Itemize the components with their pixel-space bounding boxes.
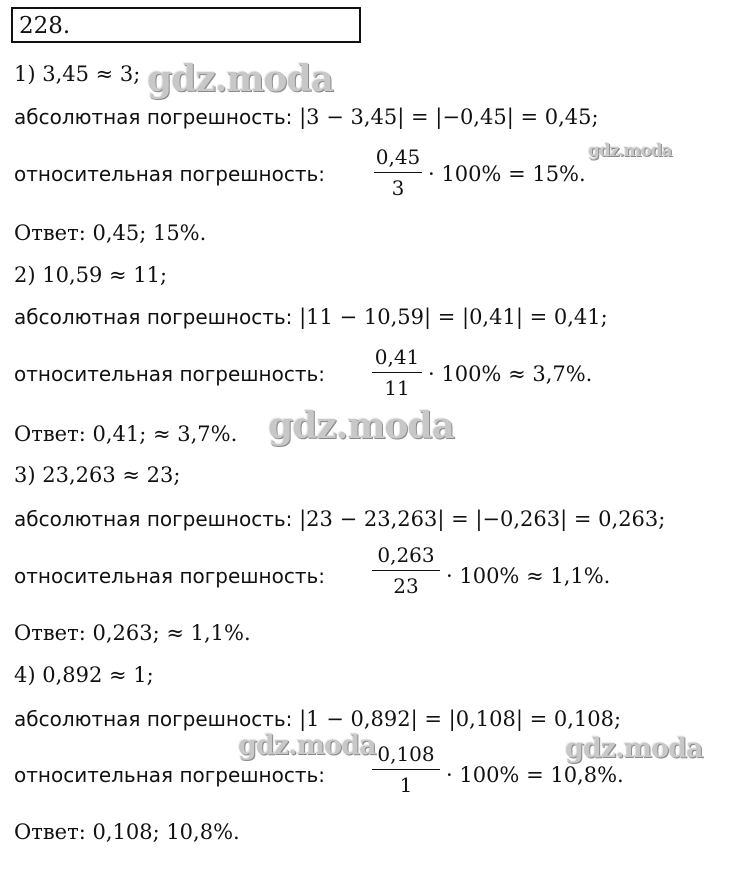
watermark: gdz.moda [565, 733, 703, 764]
watermark: gdz.moda [238, 730, 376, 761]
rel-error-label: относительная погрешность: [14, 162, 326, 186]
fraction-denominator: 3 [391, 176, 405, 200]
rel-error-label: относительная погрешность: [14, 564, 326, 588]
watermark: gdz.moda [268, 405, 454, 447]
fraction-bar [372, 372, 422, 373]
section-1-answer: Ответ: 0,45; 15%. [14, 221, 207, 245]
section-2-absolute-error [14, 303, 608, 331]
abs-error-label: абсолютная погрешность: [14, 507, 293, 531]
rel-error-label: относительная погрешность: [14, 362, 326, 386]
rel-error-result: · 100% = 15%. [428, 162, 586, 186]
fraction-numerator: 0,263 [377, 543, 435, 567]
problem-number-box [11, 7, 361, 43]
abs-error-expression: |23 − 23,263| = |−0,263| = 0,263; [299, 507, 666, 531]
fraction-bar [372, 570, 440, 571]
fraction-numerator: 0,45 [375, 145, 421, 169]
watermark: gdz.moda [588, 141, 672, 161]
section-4-header: 4) 0,892 ≈ 1; [14, 663, 154, 687]
abs-error-label: абсолютная погрешность: [14, 305, 293, 329]
abs-error-expression: |11 − 10,59| = |0,41| = 0,41; [299, 305, 608, 329]
fraction-denominator: 23 [393, 574, 419, 598]
fraction-bar [374, 172, 422, 173]
fraction [372, 344, 422, 401]
rel-error-label: относительная погрешность: [14, 763, 326, 787]
section-2-header: 2) 10,59 ≈ 11; [14, 263, 168, 287]
abs-error-expression: |3 − 3,45| = |−0,45| = 0,45; [299, 105, 599, 129]
abs-error-label: абсолютная погрешность: [14, 707, 293, 731]
abs-error-label: абсолютная погрешность: [14, 105, 293, 129]
fraction [372, 741, 440, 798]
abs-error-expression: |1 − 0,892| = |0,108| = 0,108; [299, 707, 622, 731]
rel-error-result: · 100% ≈ 3,7%. [428, 362, 593, 386]
fraction-numerator: 0,41 [374, 345, 420, 369]
section-4-answer: Ответ: 0,108; 10,8%. [14, 820, 240, 844]
section-3-absolute-error [14, 505, 665, 533]
section-4-absolute-error [14, 705, 621, 733]
section-3-answer: Ответ: 0,263; ≈ 1,1%. [14, 621, 251, 645]
rel-error-result: · 100% = 10,8%. [446, 763, 624, 787]
watermark: gdz.moda [147, 58, 333, 100]
fraction [372, 542, 440, 599]
section-1-header: 1) 3,45 ≈ 3; [14, 62, 141, 86]
fraction-bar [372, 769, 440, 770]
fraction-denominator: 1 [399, 773, 413, 797]
section-2-answer: Ответ: 0,41; ≈ 3,7%. [14, 422, 238, 446]
fraction-numerator: 0,108 [377, 742, 435, 766]
problem-number: 228. [19, 13, 71, 39]
section-3-header: 3) 23,263 ≈ 23; [14, 463, 181, 487]
rel-error-result: · 100% ≈ 1,1%. [446, 564, 611, 588]
fraction [374, 144, 422, 201]
fraction-denominator: 11 [384, 376, 410, 400]
section-1-absolute-error [14, 103, 599, 131]
